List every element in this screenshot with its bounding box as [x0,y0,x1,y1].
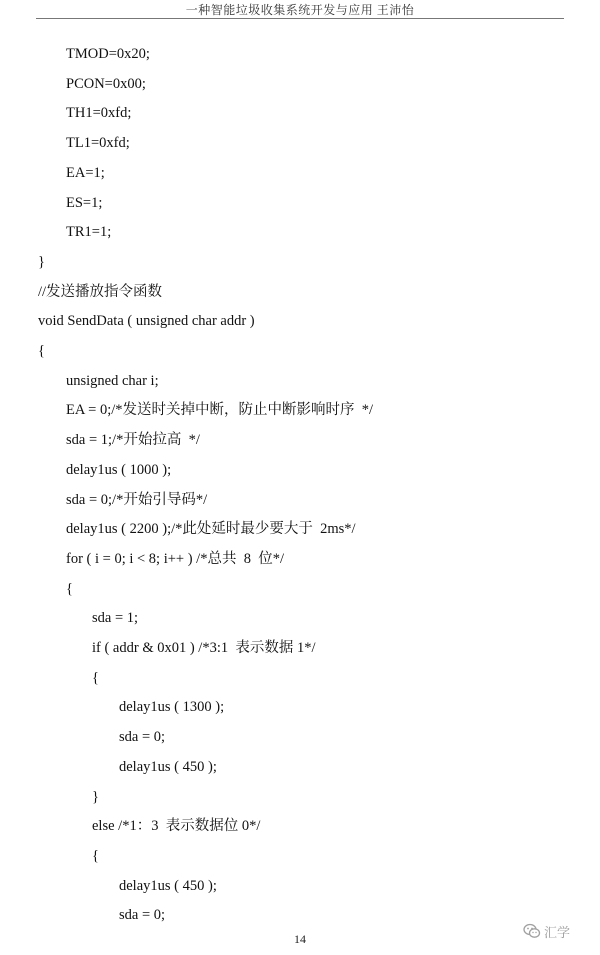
code-line: void SendData ( unsigned char addr ) [38,313,255,330]
header-divider [36,18,564,19]
code-line: delay1us ( 2200 );/*此处延时最少要大于 2ms*/ [66,521,356,538]
code-line: PCON=0x00; [66,75,146,92]
code-line: } [38,253,45,270]
code-line: sda = 0;/*开始引导码*/ [66,491,208,508]
code-line: else /*1：3 表示数据位 0*/ [92,818,261,835]
code-line: delay1us ( 450 ); [119,758,217,775]
code-line: { [92,669,99,686]
code-line: //发送播放指令函数 [38,283,163,300]
code-line: { [66,580,73,597]
page-number: 14 [294,932,306,946]
watermark [523,921,570,941]
code-line: { [38,343,45,359]
code-line: for ( i = 0; i < 8; i++ ) /*总共 8 位*/ [66,550,284,567]
code-line: delay1us ( 450 ); [119,877,217,894]
code-line: EA = 0;/*发送时关掉中断，防止中断影响时序 */ [66,402,374,419]
code-line: delay1us ( 1300 ); [119,699,225,716]
code-line: TH1=0xfd; [66,105,132,122]
code-line: { [92,847,99,864]
code-line: TMOD=0x20; [66,46,150,62]
code-line: if ( addr & 0x01 ) /*3:1 表示数据 1*/ [92,640,316,656]
wechat-icon [523,923,541,939]
code-line: } [92,788,99,805]
code-line: ES=1; [66,194,103,211]
code-line: sda = 1;/*开始拉高 */ [66,432,200,449]
code-line: delay1us ( 1000 ); [66,461,172,478]
code-line: unsigned char i; [66,372,159,389]
code-line: EA=1; [66,164,105,181]
page-header-title: 一种智能垃圾收集系统开发与应用 王沛怡 [185,3,415,17]
code-line: sda = 0; [119,907,166,924]
watermark-label: 汇学 [544,925,571,941]
code-line: TL1=0xfd; [66,135,130,152]
code-line: sda = 1; [92,610,139,627]
code-line: sda = 0; [119,729,166,746]
code-line: TR1=1; [66,224,112,241]
